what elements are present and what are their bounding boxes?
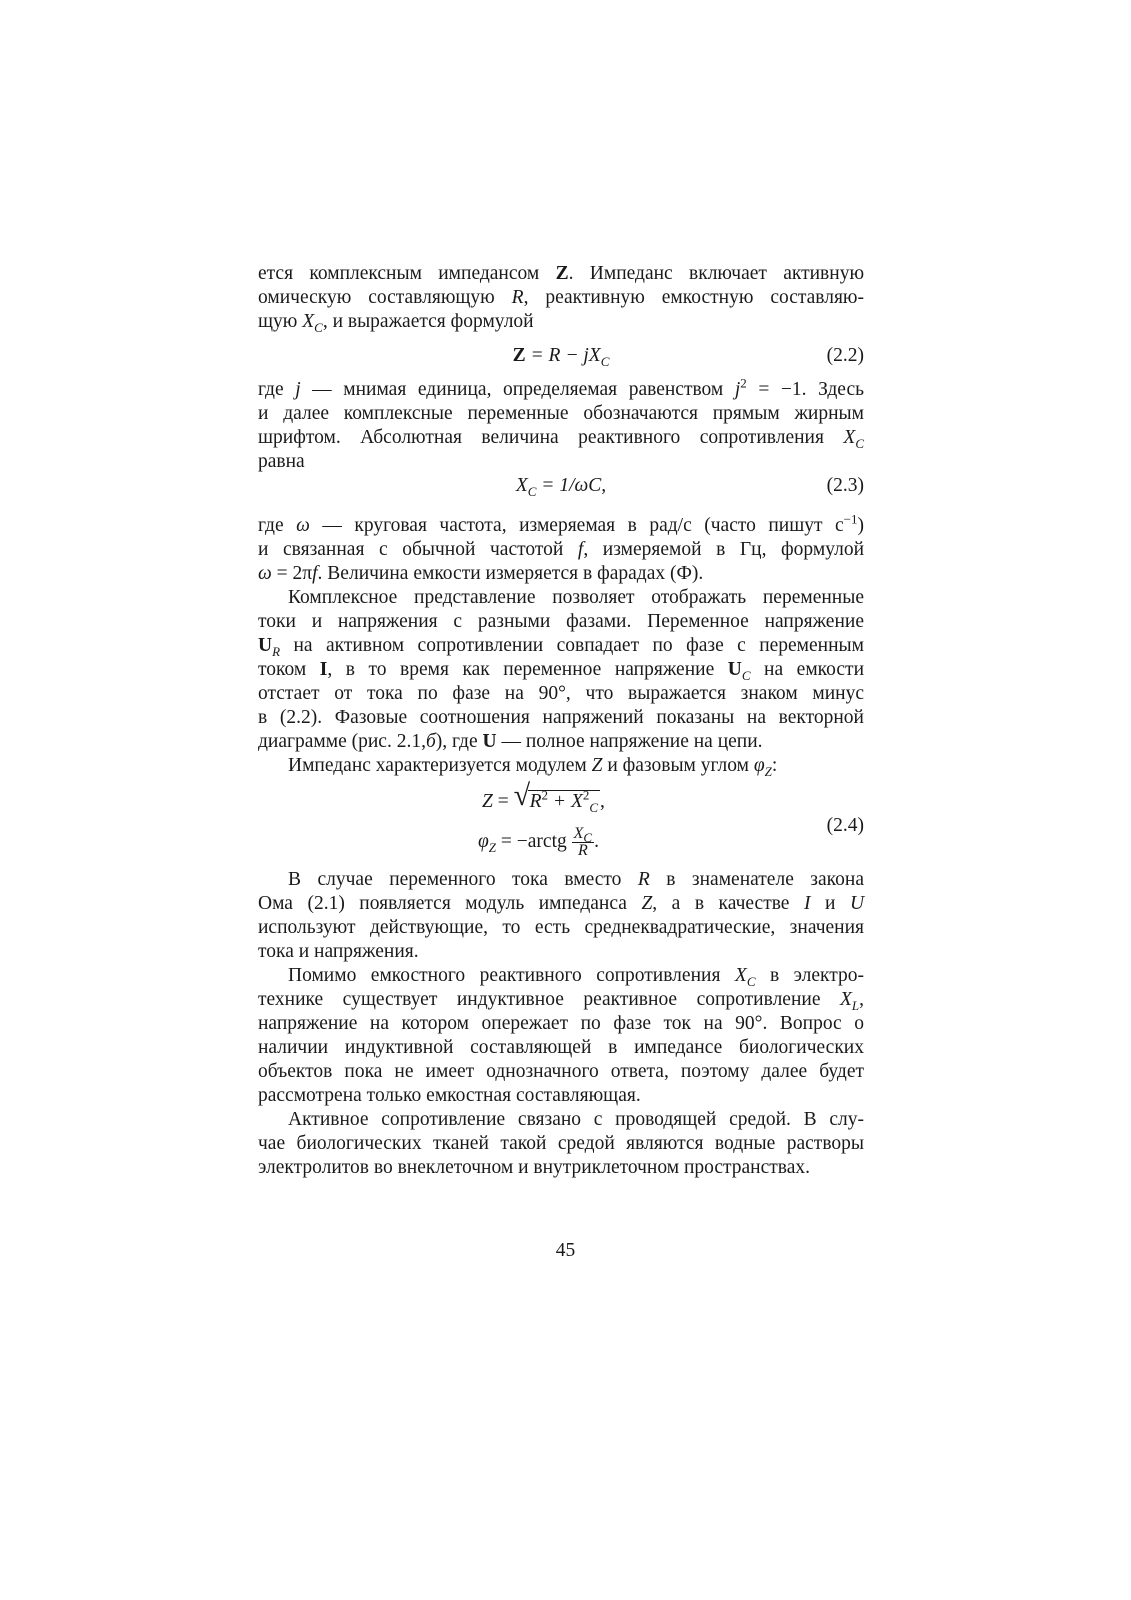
paragraph-5: Импеданс характеризуется модулем Z и фазовым углом $\varphi_Z$: — [288, 755, 778, 779]
paragraph-7: Помимо емкостного реактивного сопротивления $X_C$ в электро- технике существует индуктивное реактивное сопротивление $X_L$, напряжение на котором опережает по фазе ток на 90°. Вопрос о наличии индуктивной составляющей в импедансе биологических объектов пока не имеет однозначного ответа, поэтому далее будет рассмотрена только емкостная составляющая. — [258, 965, 864, 1106]
paragraph-2: где j — мнимая единица, определяемая равенством $j^2 = -1$. Здесь и далее комплексные переменные обозначаются прямым жирным шрифтом. Абсолютная величина реактивного сопротивления $X_C$ равна — [258, 375, 864, 472]
equation-2-4: Z = √ $R^2 + X^2_C$ , $\varphi_Z$ = −arctg $\frac{X_C}{R}$ . (2.4) — [478, 779, 864, 859]
page-number: 45 — [555, 1240, 576, 1261]
equation-2-3: $X_C = 1/\omega C$, (2.3) — [515, 475, 864, 499]
paragraph-4: Комплексное представление позволяет отображать переменные токи и напряжения с разными фазами. Переменное напряжение $U_R$ на активном сопротивлении совпадает по фазе с переменным током I, в то время как переменное напряжение $U_C$ на емкости отстает от тока по фазе на 90°, что выражается знаком минус в (2.2). Фазовые соотношения напряжений показаны на векторной диаграмме (рис. 2.1,б), где U — полное напряжение на цепи. — [258, 587, 865, 752]
equation-number: (2.2) — [826, 345, 864, 366]
paragraph-8: Активное сопротивление связано с проводящей средой. В слу- чае биологических тканей такой средой являются водные растворы электролитов во внеклеточном и внутриклеточном пространствах. — [258, 1109, 864, 1178]
equation-number: (2.3) — [826, 475, 864, 496]
page-body — [258, 262, 864, 1180]
paragraph-6: В случае переменного тока вместо R в знаменателе закона Ома (2.1) появляется модуль импеданса Z, а в качестве I и U используют действующие, то есть среднеквадратические, значения тока и напряжения. — [258, 869, 865, 962]
paragraph-3: где ω — круговая частота, измеряемая в рад/с (часто пишут $с^{-1}$) и связанная с обычной частотой f, измеряемой в Гц, формулой ω = 2πf. Величина емкости измеряется в фарадах (Ф). — [258, 511, 865, 584]
equation-number: (2.4) — [826, 815, 864, 836]
equation-2-2: $Z = R - jX_C$ (2.2) — [512, 345, 864, 369]
paragraph-1: ется комплексным импедансом Z. Импеданс включает активную омическую составляющую R, реактивную емкостную составляю- щую $X_C$, и выражается формулой — [258, 263, 865, 335]
